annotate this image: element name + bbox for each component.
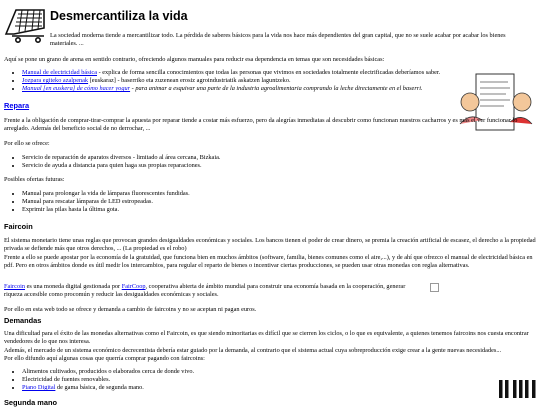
list-item: • Piano Digital de gama básica, de segunda mano. <box>22 384 502 392</box>
repara-offers-list <box>4 154 540 170</box>
faircoin-paragraph-2: Frente a ello se puede apostar por la economía de la gratuidad, que funciona bien en muchos ámbitos (software, familia, bienes comunes como el aire,...), y de ahí que ofrezco el manual de electricidad básica en pdf. Pero en otros ámbitos donde es útil medir los intercambios, para regular el reparto de bienes o incentivar ciertas producciones, se pueden usar otras monedas con reglas alternativas. <box>4 254 533 270</box>
faircoin-paragraph-1: El sistema monetario tiene unas reglas que provocan grandes desigualdades económicas y sociales. Los bancos tienen el poder de crear dinero, se premia la creación artificial de escasez, el derecho a la propiedad privada se defiende más que otros derechos, ... (La propiedad es el robo) <box>4 237 536 253</box>
repara-future-label: Posibles ofertas futuras: <box>4 176 65 183</box>
faircoin-link[interactable]: Faircoin <box>4 283 25 290</box>
faircoop-link[interactable]: FairCoop <box>121 283 146 290</box>
repara-heading[interactable]: Repara <box>4 101 30 110</box>
piano-digital-link[interactable]: Piano Digital <box>22 384 56 392</box>
shopping-cart-logo-icon <box>4 4 46 44</box>
lead-text: Aquí se pone un grano de arena en sentido contrario, ofreciendo algunos manuales para reducir esa dependencia en temas que son necesidades básicas: <box>4 56 385 63</box>
list-item: • Manual [en euskera] de cómo hacer yogur - para animar a esquivar una parte de la industria agroalimentaria comprando la leche directamente en el baserri. <box>22 85 472 93</box>
list-item: • Manual para rescatar lámparas de LED estropeadas. <box>22 198 540 206</box>
manual-jozpara-link[interactable]: Jozpara egiteko azalpenak <box>22 77 89 85</box>
faircoin-heading: Faircoin <box>4 222 33 231</box>
demandas-paragraph-3: Por ello difundo aquí algunas cosas que querría comprar pagando con faircoins: <box>4 355 205 362</box>
broken-image-icon <box>430 283 439 292</box>
demandas-heading: Demandas <box>4 316 42 325</box>
list-item: • Manual para prolongar la vida de lámparas fluorescentes fundidas. <box>22 190 540 198</box>
list-item: • Servicio de ayuda a distancia para quien haga sus propias reparaciones. <box>22 162 540 170</box>
segunda-mano-heading: Segunda mano <box>4 398 57 407</box>
manuals-list <box>4 69 472 93</box>
page-title: Desmercantiliza la vida <box>50 9 188 23</box>
repara-future-list <box>4 190 540 214</box>
manual-electricity-link[interactable]: Manual de electricidad básica <box>22 69 97 76</box>
piano-keys-icon <box>497 380 537 400</box>
list-item: • Alimentos cultivados, producidos o elaborados cerca de donde vivo. <box>22 368 502 376</box>
faircoin-paragraph-4: Por ello en esta web todo se ofrece y demanda a cambio de faircoins y no se aceptan ni pagan euros. <box>4 306 257 313</box>
list-item: • Servicio de reparación de aparatos diversos - limitado al área cercana, Bizkaia. <box>22 154 540 162</box>
demandas-list <box>4 368 502 392</box>
repara-paragraph: Frente a la obligación de comprar-tirar-comprar la apuesta por reparar tiende a costar más esfuerzo, pero da alegrías inmediatas al descubrir como funcionan nuestros cacharros y es más el ver funcionar lo arreglado. Además del beneficio social de no derrochar, ... <box>4 117 518 133</box>
list-item: • Electricidad de fuentes renovables. <box>22 376 502 384</box>
list-item: • Manual de electricidad básica - explica de forma sencilla conocimientos que todas las personas que vivimos en sociedades totalmente electrificadas deberíamos saber. <box>22 69 472 77</box>
demandas-paragraph-2: Además, el mercado de un sistema económico decrecentista debería estar guiado por la demanda, al contrario que el sistema actual cuya sobreproducción exige crear a la gente nuevas necesidades... <box>4 347 502 354</box>
manual-yogur-link[interactable]: Manual [en euskera] de cómo hacer yogur <box>22 85 131 93</box>
list-item: • Jozpara egiteko azalpenak [euskaraz] - baserriko eta zuzenean erosiz agroindustriatik askatzen laguntzeko. <box>22 77 472 85</box>
repara-offers-label: Por ello se ofrece: <box>4 140 50 147</box>
list-item: • Exprimir las pilas hasta la última gota. <box>22 206 540 214</box>
demandas-paragraph-1: Una dificultad para el éxito de las monedas alternativas como el Faircoin, es que siendo minoritarias es difícil que se cierren los ciclos, o lo que es equivalente, a quienes tenemos faircoins nos cuesta encontrar vendedores de lo que nos interesa. <box>4 330 529 346</box>
intro-text: La sociedad moderna tiende a mercantilizar todo. La pérdida de saberes básicos para la vida nos hace más dependientes del gran capital, que no se suele acabar por acabar los bienes materiales. ... <box>50 32 506 48</box>
faircoin-paragraph-3: Faircoin es una moneda digital gestionada por FairCoop, cooperativa abierta de ámbito mundial para construir una economía basada en la cooperación, generar riqueza accesible como procomún y reducir las desigualdades económicas y sociales. <box>4 283 406 299</box>
